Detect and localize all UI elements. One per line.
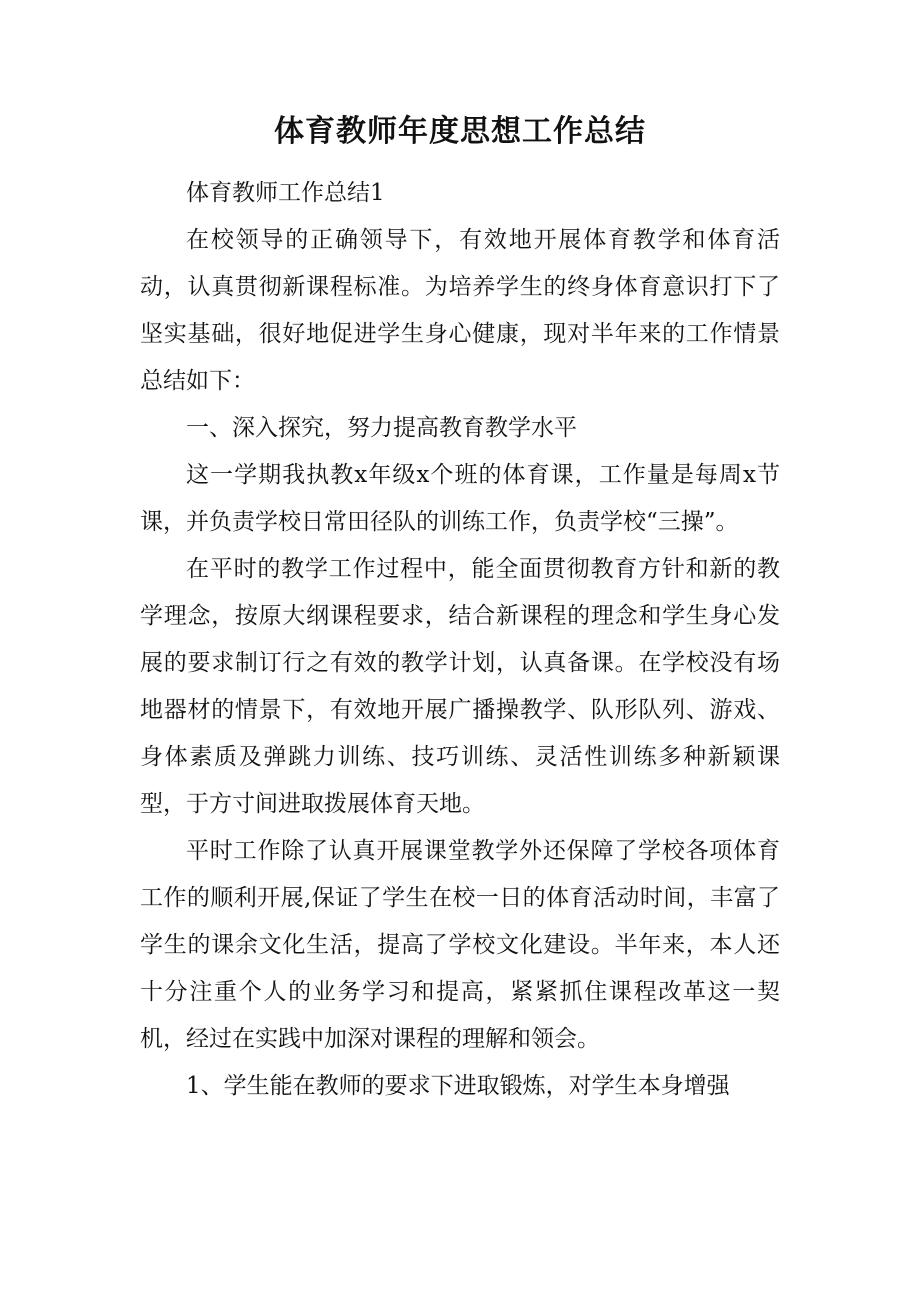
document-title: 体育教师年度思想工作总结 (274, 114, 646, 149)
paragraph: 1、学生能在教师的要求下进取锻炼，对学生本身增强 (186, 1073, 730, 1099)
paragraph-heading-1: 体育教师工作总结1 (186, 180, 385, 206)
paragraph: 平时工作除了认真开展课堂教学外还保障了学校各项体育工作的顺利开展,保证了学生在校一日的体育活动时间，丰富了学生的课余文化生活，提高了学校文化建设。半年来，本人还十分注重个人的业务学习和提高，紧紧抓住课程改革这一契机，经过在实践中加深对课程的理解和领会。 (140, 838, 780, 1052)
paragraph: 这一学期我执教x年级x个班的体育课，工作量是每周x节课，并负责学校日常田径队的训练工作，负责学校“三操”。 (140, 462, 780, 535)
document-body (140, 170, 780, 1110)
section-heading: 一、深入探究，努力提高教育教学水平 (186, 415, 577, 441)
paragraph: 在平时的教学工作过程中，能全面贯彻教育方针和新的教学理念，按原大纲课程要求，结合新课程的理念和学生身心发展的要求制订行之有效的教学计划，认真备课。在学校没有场地器材的情景下，有效地开展广播操教学、队形队列、游戏、身体素质及弹跳力训练、技巧训练、灵活性训练多种新颖课型，于方寸间进取拨展体育天地。 (140, 556, 780, 817)
paragraph: 在校领导的正确领导下，有效地开展体育教学和体育活动，认真贯彻新课程标准。为培养学生的终身体育意识打下了坚实基础，很好地促进学生身心健康，现对半年来的工作情景总结如下： (140, 227, 780, 394)
